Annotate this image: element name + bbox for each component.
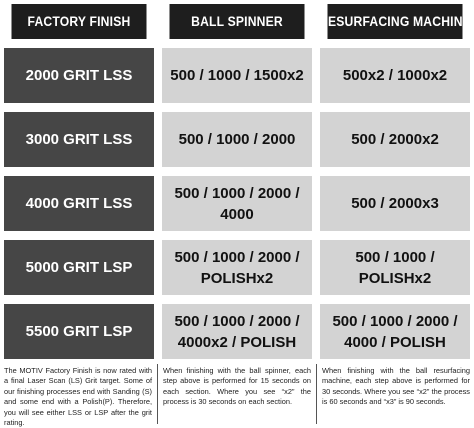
column-divider (316, 364, 317, 424)
ball-spinner-line: 500 / 1000 / 2000 / (174, 248, 300, 266)
factory-finish-label: 5500 GRIT LSP (25, 323, 133, 340)
ball-spinner-cell (162, 176, 312, 231)
resurfacing-machine-line: 500 / 2000x3 (351, 195, 439, 212)
factory-finish-cell (4, 176, 154, 231)
resurfacing-machine-cell (320, 176, 470, 231)
ball-spinner-line: 500 / 1000 / 2000 / (174, 312, 300, 330)
note-ball-spinner: When finishing with the ball spinner, each step above is performed for 15 seconds on each section. Where you see “x2” the process is 30 seconds on each section. (163, 366, 311, 407)
ball-spinner-line: 4000x2 / POLISH (177, 333, 297, 351)
ball-spinner-cell (162, 240, 312, 295)
ball-spinner-line: 500 / 1000 / 1500x2 (170, 67, 304, 84)
note-resurfacing-machine: When finishing with the ball resurfacing machine, each step above is performed for 30 seconds. Where you see “x2” the process is 60 seconds and “x3” is 90 seconds. (322, 366, 470, 407)
factory-finish-label: 2000 GRIT LSS (25, 67, 133, 84)
header-factory-finish (12, 4, 147, 39)
resurfacing-machine-line: 500 / 1000 / 2000 / (332, 312, 458, 330)
ball-spinner-cell (162, 304, 312, 359)
resurfacing-machine-cell (320, 112, 470, 167)
note-factory-finish: The MOTIV Factory Finish is now rated with a final Laser Scan (LS) Grit target. Some of our finishing processes end with Sanding (S) and some end with a Polish(P). Therefore, you will see either LSS or LSP after the grit rating. (4, 366, 152, 428)
header-label: FACTORY FINISH (27, 14, 131, 29)
factory-finish-cell (4, 112, 154, 167)
resurfacing-machine-cell (320, 48, 470, 103)
resurfacing-machine-line: POLISHx2 (358, 269, 432, 287)
factory-finish-cell (4, 304, 154, 359)
resurfacing-machine-cell (320, 304, 470, 359)
factory-finish-cell (4, 240, 154, 295)
header-ball-spinner (170, 4, 305, 39)
ball-spinner-cell (162, 112, 312, 167)
factory-finish-cell (4, 48, 154, 103)
ball-spinner-line: 500 / 1000 / 2000 (178, 131, 296, 148)
ball-spinner-line: POLISHx2 (200, 269, 274, 287)
column-divider (157, 364, 158, 424)
resurfacing-machine-line: 500 / 2000x2 (351, 131, 439, 148)
resurfacing-machine-line: 500 / 1000 / (355, 248, 435, 266)
resurfacing-machine-line: 500x2 / 1000x2 (342, 67, 448, 84)
header-resurfacing-machine (319, 4, 471, 39)
header-label: RESURFACING MACHINE (319, 14, 471, 29)
ball-spinner-line: 500 / 1000 / 2000 / (174, 184, 300, 202)
factory-finish-label: 5000 GRIT LSP (25, 259, 133, 276)
factory-finish-label: 3000 GRIT LSS (25, 131, 133, 148)
factory-finish-label: 4000 GRIT LSS (25, 195, 133, 212)
resurfacing-machine-cell (320, 240, 470, 295)
ball-spinner-line: 4000 (220, 205, 254, 223)
resurfacing-machine-line: 4000 / POLISH (344, 333, 446, 351)
ball-spinner-cell (162, 48, 312, 103)
header-label: BALL SPINNER (191, 14, 283, 29)
